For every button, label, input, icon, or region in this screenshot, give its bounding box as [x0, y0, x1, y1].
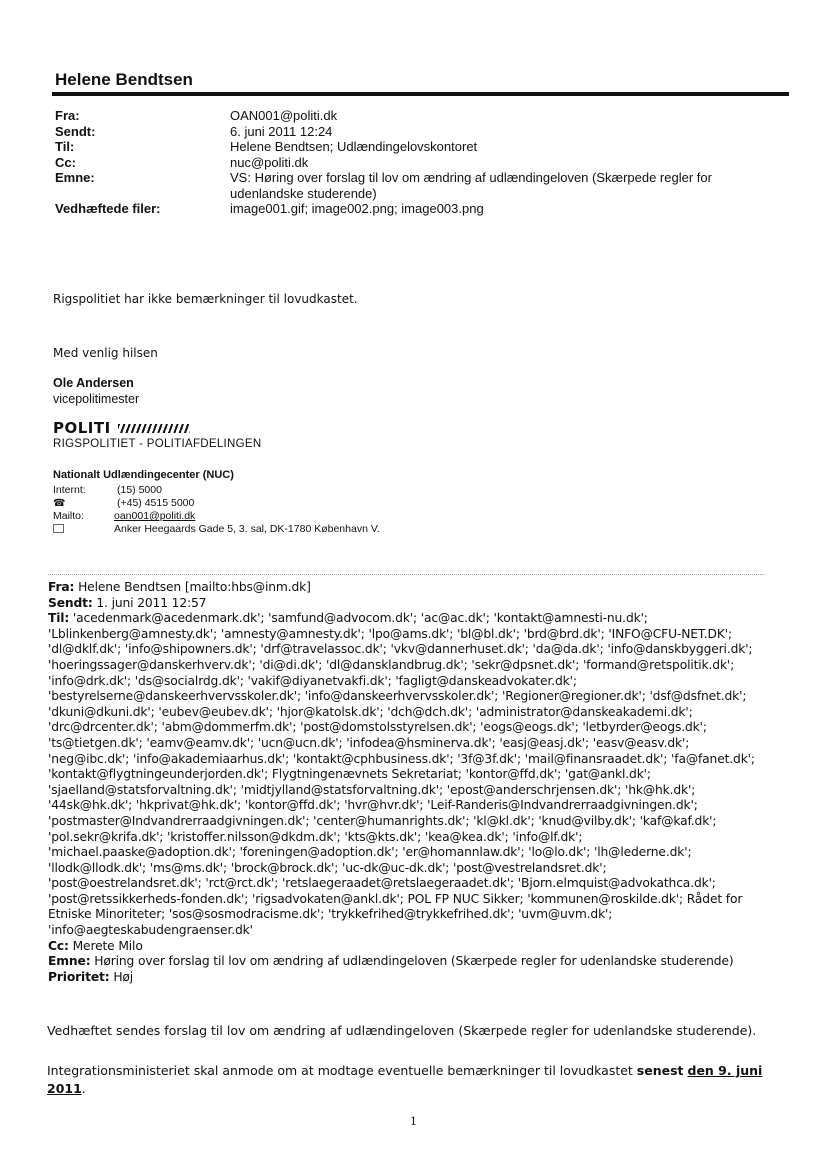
recipient-text: 'postmaster@Indvandrerraadgivningen.dk'; 'center@humanrights.dk'; 'kl@kl.dk'; 'knud@vilby.dk'; 'kaf@kaf.dk'; — [48, 813, 717, 828]
header-label: Til: — [55, 139, 75, 154]
fwd-subject — [48, 954, 788, 970]
header-label: Cc: — [55, 154, 76, 170]
recipient-line — [48, 861, 788, 877]
title-rule — [52, 92, 789, 96]
contact-value: (15) 5000 — [117, 484, 162, 496]
contact-label: Mailto: — [53, 510, 84, 522]
fwd-from-label: Fra: — [48, 580, 75, 594]
recipient-text: 'post@retssikkerheds-fonden.dk'; 'rigsadvokaten@ankl.dk'; POL FP NUC Sikker; 'kommunen@roskilde.dk'; Rådet for — [48, 891, 743, 906]
contact-row-phone — [53, 497, 380, 510]
recipient-line — [48, 923, 788, 939]
fwd-cc — [48, 939, 788, 955]
deadline-paragraph — [47, 1062, 787, 1098]
recipient-text: Etniske Minoriteter; 'sos@sosmodracisme.dk'; 'trykkefrihed@trykkefrihed.dk'; 'uvm@uvm.dk'; — [48, 907, 613, 922]
recipient-text: 'dl@dklf.dk'; 'info@shipowners.dk'; 'drf@travelassoc.dk'; 'vkv@dannerhuset.dk'; 'da@da.dk'; 'info@danskbyggeri.dk'; — [48, 642, 753, 657]
fwd-subject-value: Høring over forslag til lov om ændring af udlændingeloven (Skærpede regler for udenlandske studerende) — [94, 954, 734, 969]
recipient-text: 'llodk@llodk.dk'; 'ms@ms.dk'; 'brock@brock.dk'; 'uc-dk@uc-dk.dk'; 'post@vestrelandsret.dk'; — [48, 860, 607, 875]
recipient-text: 'info@aegteskabudengraenser.dk' — [48, 923, 253, 938]
recipient-line — [48, 845, 788, 861]
recipient-text: '44sk@hk.dk'; 'hkprivat@hk.dk'; 'kontor@ffd.dk'; 'hvr@hvr.dk'; 'Leif-Randeris@Indvandrerraadgivningen.dk'; — [48, 798, 698, 813]
recipient-text: 'bestyrelserne@danskeerhvervsskoler.dk'; 'info@danskeerhvervsskoler.dk'; 'Regioner@regioner.dk'; 'dsf@dsfnet.dk'; — [48, 689, 747, 704]
header-row-attachments — [55, 201, 795, 217]
contact-value: (+45) 4515 5000 — [117, 497, 195, 509]
fwd-cc-label: Cc: — [48, 938, 69, 953]
contact-block — [53, 469, 380, 536]
fwd-recipients — [48, 611, 788, 938]
recipient-line — [48, 674, 788, 690]
attachment-paragraph: Vedhæftet sendes forslag til lov om ændring af udlændingeloven (Skærpede regler for udenlandske studerende). — [47, 1023, 757, 1038]
recipient-text: 'post@oestrelandsret.dk'; 'rct@rct.dk'; 'retslaegeraadet@retslaegeraadet.dk'; 'Bjorn.elmquist@advokathca.dk'; — [48, 876, 716, 891]
page-number: 1 — [410, 1115, 417, 1128]
header-row-from — [55, 108, 795, 124]
header-value: image001.gif; image002.png; image003.png — [230, 201, 484, 216]
recipient-line — [48, 705, 788, 721]
header-label: Fra: — [55, 108, 80, 123]
recipient-line — [48, 736, 788, 752]
contact-row-address — [53, 523, 380, 536]
fwd-sent-value: 1. juni 2011 12:57 — [96, 595, 207, 610]
phone-icon: ☎ — [53, 498, 66, 509]
signature-role: vicepolitimester — [53, 392, 140, 406]
header-value: nuc@politi.dk — [230, 154, 309, 170]
fwd-priority — [48, 970, 788, 986]
header-value: Helene Bendtsen; Udlændingelovskontoret — [230, 139, 478, 154]
fwd-sent — [48, 596, 788, 612]
recipient-line — [48, 752, 788, 768]
header-value: 6. juni 2011 12:24 — [230, 123, 333, 139]
deadline-text: Integrationsministeriet skal anmode om at modtage eventuelle bemærkninger til lovudkastet — [47, 1063, 637, 1078]
recipient-line — [48, 814, 788, 830]
signature-name: Ole Andersen — [53, 376, 134, 390]
recipient-line — [48, 720, 788, 736]
recipient-text: 'neg@ibc.dk'; 'info@akademiaarhus.dk'; 'kontakt@cphbusiness.dk'; '3f@3f.dk'; 'mail@finansraadet.dk'; 'fa@fanet.dk'; — [48, 751, 755, 766]
recipient-line — [48, 767, 788, 783]
deadline-end: . — [81, 1081, 86, 1096]
body-statement: Rigspolitiet har ikke bemærkninger til lovudkastet. — [53, 292, 358, 306]
recipient-line — [48, 892, 788, 908]
header-row-subject — [55, 170, 795, 201]
recipient-line — [48, 627, 788, 643]
recipient-text: 'drc@drcenter.dk'; 'abm@dommerfm.dk'; 'post@domstolsstyrelsen.dk'; 'eogs@eogs.dk'; 'letbyrder@eogs.dk'; — [48, 720, 707, 735]
document-title: Helene Bendtsen — [55, 70, 193, 89]
header-row-sent — [55, 124, 795, 140]
fwd-subject-label: Emne: — [48, 954, 91, 969]
recipient-text: 'michael.paaske@adoption.dk'; 'foreningen@adoption.dk'; 'er@homannlaw.dk'; 'lo@lo.dk'; 'lh@lederne.dk'; — [48, 845, 692, 860]
deadline-year: 2011 — [47, 1081, 82, 1096]
forwarded-message — [48, 580, 788, 985]
fwd-priority-value: Høj — [113, 969, 134, 984]
recipient-text: 'sjaelland@statsforvaltning.dk'; 'midtjylland@statsforvaltning.dk'; 'epost@anderschrjensen.dk'; 'hk@hk.dk'; — [48, 782, 696, 797]
recipient-line — [48, 907, 788, 923]
fwd-cc-value: Merete Milo — [72, 938, 143, 953]
fwd-from-value: Helene Bendtsen [mailto:hbs@inm.dk] — [78, 580, 311, 594]
greeting: Med venlig hilsen — [53, 346, 158, 360]
recipient-text: 'ts@tietgen.dk'; 'eamv@eamv.dk'; 'ucn@ucn.dk'; 'infodea@hsminerva.dk'; 'easj@easj.dk'; 'easv@easv.dk'; — [48, 735, 690, 750]
recipient-text: 'info@drk.dk'; 'ds@socialrdg.dk'; 'vakif@diyanetvakfi.dk'; 'fagligt@danskeadvokater.dk'; — [48, 673, 577, 688]
contact-row-mail — [53, 510, 380, 523]
recipient-line — [48, 658, 788, 674]
recipient-line — [48, 798, 788, 814]
recipient-text: 'acedenmark@acedenmark.dk'; 'samfund@advocom.dk'; 'ac@ac.dk'; 'kontakt@amnesti-nu.dk'; — [72, 611, 648, 626]
recipient-text: 'dkuni@dkuni.dk'; 'eubev@eubev.dk'; 'hjor@katolsk.dk'; 'dch@dch.dk'; 'administrator@danskeakademi.dk'; — [48, 704, 693, 719]
recipient-text: 'pol.sekr@krifa.dk'; 'kristoffer.nilsson@dkdm.dk'; 'kts@kts.dk'; 'kea@kea.dk'; 'info@lf.dk'; — [48, 829, 583, 844]
unit-name: Nationalt Udlændingecenter (NUC) — [53, 469, 234, 481]
fwd-priority-label: Prioritet: — [48, 969, 110, 984]
recipient-line — [48, 783, 788, 799]
email-header — [55, 108, 795, 217]
header-row-to — [55, 139, 795, 155]
header-value: OAN001@politi.dk — [230, 108, 338, 123]
recipient-line — [48, 642, 788, 658]
recipient-text: 'hoeringssager@danskerhverv.dk'; 'di@di.dk'; 'dl@dansklandbrug.dk'; 'sekr@dpsnet.dk'; 'formand@retspolitik.dk'; — [48, 657, 735, 672]
fwd-sent-label: Sendt: — [48, 595, 93, 610]
recipient-line — [48, 876, 788, 892]
contact-value: Anker Heegaards Gade 5, 3. sal, DK-1780 København V. — [114, 523, 380, 535]
header-label: Sendt: — [55, 123, 96, 139]
recipient-line — [48, 689, 788, 705]
logo-stripes — [118, 424, 190, 433]
organization-name: RIGSPOLITIET - POLITIAFDELINGEN — [53, 438, 262, 450]
email-link[interactable]: oan001@politi.dk — [114, 510, 196, 522]
fwd-to-label: Til: — [48, 611, 70, 626]
deadline-bold: senest — [636, 1063, 684, 1078]
header-label: Emne: — [55, 170, 95, 185]
envelope-icon — [53, 523, 103, 536]
recipient-line — [48, 611, 788, 627]
deadline-date: den 9. juni — [687, 1063, 763, 1078]
recipient-line — [48, 830, 788, 846]
separator — [48, 574, 763, 575]
header-label: Vedhæftede filer: — [55, 201, 161, 216]
politi-logo: POLITI — [53, 419, 111, 437]
fwd-from — [48, 580, 788, 596]
header-row-cc — [55, 155, 795, 171]
recipient-text: 'kontakt@flygtningeunderjorden.dk'; Flygtningenævnets Sekretariat; 'kontor@ffd.dk'; 'gat@ankl.dk'; — [48, 767, 651, 782]
contact-label: Internt: — [53, 484, 86, 496]
contact-row-internal — [53, 484, 380, 497]
header-value: VS: Høring over forslag til lov om ændring af udlændingeloven (Skærpede regler for udenlandske studerende) — [230, 170, 712, 201]
recipient-text: 'Lblinkenberg@amnesty.dk'; 'amnesty@amnesty.dk'; 'lpo@ams.dk'; 'bl@bl.dk'; 'brd@brd.dk'; 'INFO@CFU-NET.DK'; — [48, 626, 732, 641]
